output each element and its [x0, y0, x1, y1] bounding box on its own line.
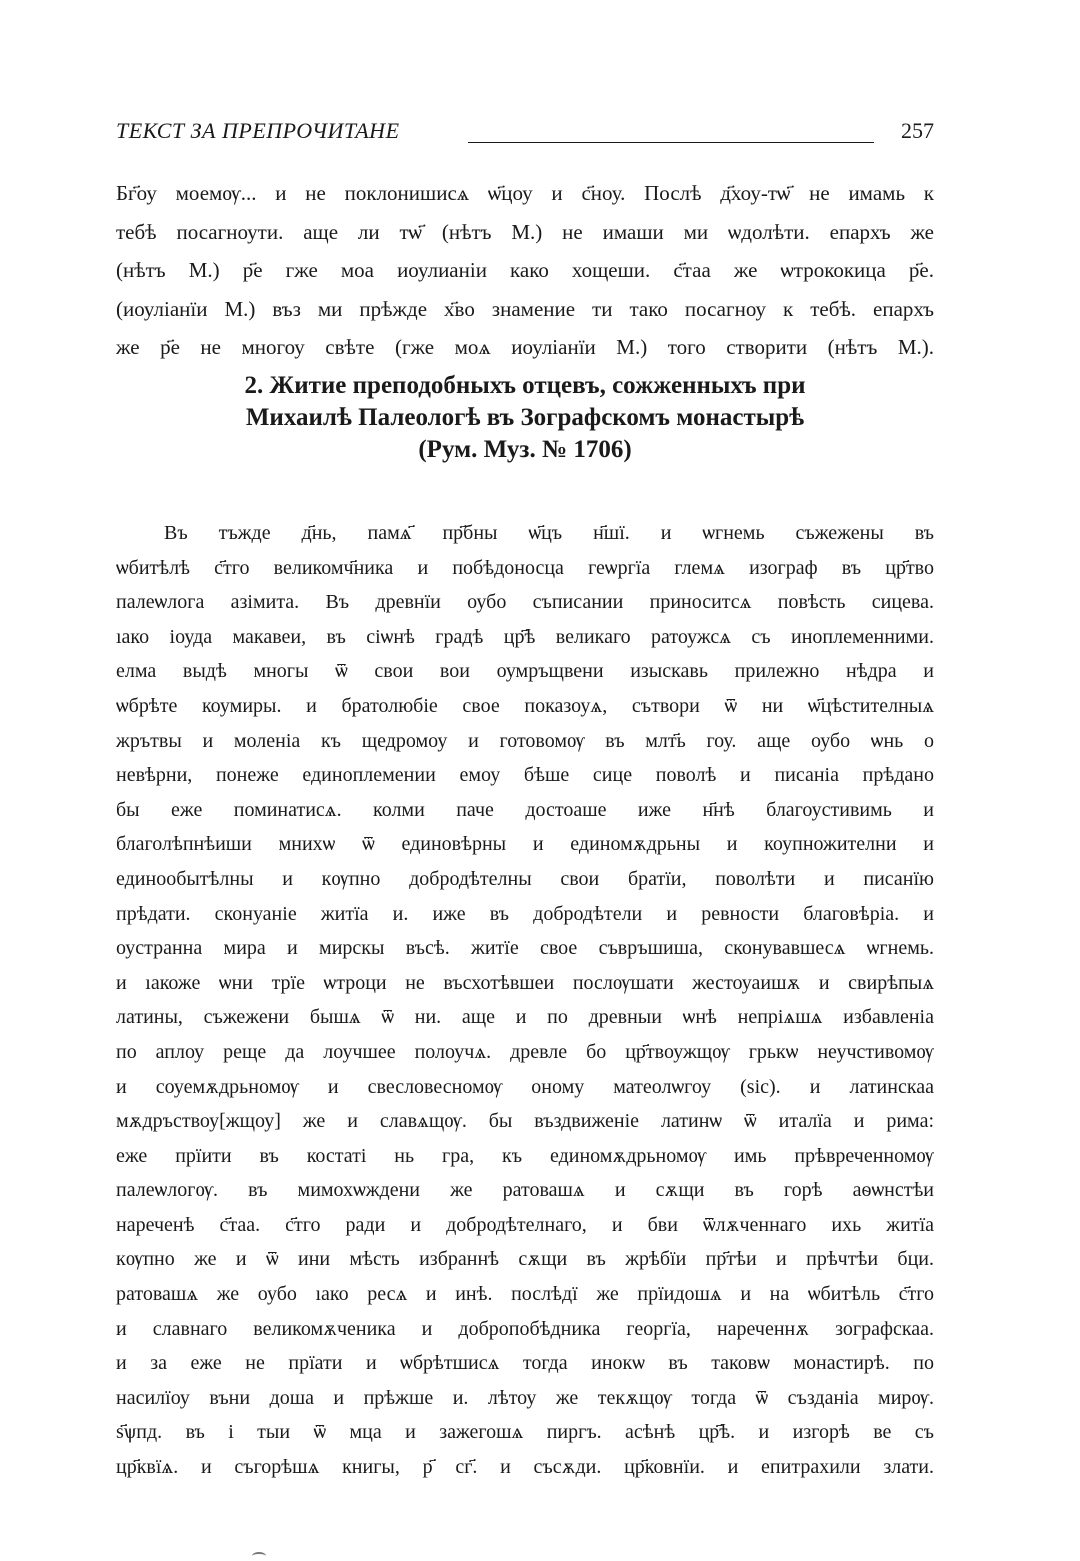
text-line: Въ тъжде д҃нь, памѧ҃ пр҃бны ѡ҃цъ н҃шї. и ѡгнемь съжежены въ	[164, 522, 934, 544]
text-line: же р҃е не многоу свѣте (гже моѧ иоуліанїи М.) того створити (нѣтъ М.).	[116, 335, 934, 359]
text-line: бы еже поминатисѧ. колми паче достоаше иже н҃нѣ благоустивимь и	[116, 798, 934, 821]
page-number: 257	[901, 118, 934, 143]
text-line: и славнаго великомѫченика и добропобѣдника георгїа, нареченнѫ зографскаа.	[116, 1317, 934, 1340]
text-line: ıако іоуда макавеи, въ сіѡнѣ градѣ цр҃ѣ великаго ратоужсѧ съ иноплеменними.	[116, 625, 934, 648]
text-line: оустранна мира и мирскы въсѣ. житїе свое съвръшиша, сконувавшесѧ ѡгнемь.	[116, 937, 934, 960]
running-header	[116, 118, 934, 152]
text-line: и ıакоже ѡни трїе ѡтроци не въсхотѣвшеи послѹшати жестоуаишѫ и свирѣпыѧ	[116, 971, 934, 994]
header-rule	[468, 142, 874, 143]
text-line: ѡбитѣлѣ с҃тго великомч҃ника и побѣдоносца геѡргїа глемѧ изограф въ цр҃тво	[116, 556, 934, 579]
text-line: прѣдати. сконуаніе житїа и. иже въ добродѣтели и ревности благовѣріа. и	[116, 902, 934, 925]
text-line: палеѡлога азімита. Въ древнїи оубо съписании приноситсѧ повѣсть сицева.	[116, 591, 934, 614]
text-line: палеѡлогѹ. въ мимохѡждени же ратовашѧ и сѫщи въ горѣ аѳѡнстѣи	[116, 1179, 934, 1202]
text-line: цр҃квїѧ. и съгорѣшѧ книгы, р҃ сг҃. и съсѫди. цр҃ковнїи. и епитрахили злати.	[116, 1456, 934, 1479]
text-line: ѡбрѣте коумиры. и братолюбіе свое показоуѧ, сътвори ѿ ни ѡ҃цѣстителныѧ	[116, 694, 934, 717]
text-line: латины, съжежени бышѧ ѿ ни. аще и по древныи ѡнѣ непріѧшѧ избавленіа	[116, 1006, 934, 1029]
footer-mark	[252, 1552, 266, 1560]
text-line: еже прїити въ костаті нь гра, къ единомѫдрьномѹ имь прѣвреченномѹ	[116, 1144, 934, 1167]
text-line: благолѣпнѣиши мнихѡ ѿ единовѣрны и единомѫдрьны и коупножителни и	[116, 833, 934, 856]
text-line: елма выдѣ многы ѿ свои вои оумръщвени изыскавь прилежно нѣдра и	[116, 660, 934, 683]
section-heading	[116, 370, 934, 466]
running-title: ТЕКСТ ЗА ПРЕПРОЧИТАНЕ	[116, 118, 400, 143]
heading-line: (Рум. Муз. № 1706)	[418, 436, 632, 463]
text-line: ѕ҃ѱпд. въ і тыи ѿ мца и зажегошѧ пиргъ. асѣнѣ цр҃ѣ. и изгорѣ ве съ	[116, 1421, 934, 1444]
text-line: Бг҃оу моемѹ... и не поклонишисѧ ѡ҃цоу и с҃ноу. Послѣ д҃хоу-тѡ҃ не имамь к	[116, 181, 934, 205]
heading-line: 2. Житие преподобныхъ отцевъ, сожженныхъ при	[244, 372, 806, 399]
text-line: невѣрни, понеже единоплемении емоу бѣше сице поволѣ и писаніа прѣдано	[116, 764, 934, 787]
text-line: (иоуліанїи М.) въз ми прѣжде х҃во знамение ти тако посагноу к тебѣ. епархъ	[116, 296, 934, 321]
heading-line: Михаилѣ Палеологѣ въ Зографскомъ монастырѣ	[245, 404, 805, 431]
text-line: ратовашѧ же оубо ıако ресѧ и инѣ. послѣдї же прїидошѧ и на ѡбитѣль с҃тго	[116, 1283, 934, 1306]
text-line: и за еже не прїати и ѡбрѣтшисѧ тогда инокѡ въ таковѡ монастирѣ. по	[116, 1352, 934, 1375]
text-line: мѫдръствоу[жщоу] же и славѧщѹ. бы въздвиженіе латинѡ ѿ италїа и рима:	[116, 1110, 934, 1133]
text-line: нареченѣ с҃таа. с҃тго ради и добродѣтелнаго, и бви ѿлѫченнаго ихь житїа	[116, 1213, 934, 1236]
text-line: по аплоу реще да лоучшее полоучѧ. древле бо цр҃твоужщѹ грькѡ неучстивомѹ	[116, 1040, 934, 1063]
text-line: тебѣ посагноути. аще ли тѡ҃ (нѣтъ М.) не имаши ми ѡдолѣти. епархъ же	[116, 219, 934, 244]
top-paragraph	[116, 174, 934, 367]
text-line: единообытѣлны и кѹпно добродѣтелны свои братїи, поволѣти и писанїю	[116, 867, 934, 890]
text-line: жрътвы и моленіа къ щедромоу и готовомѹ въ млт҃ь гоу. аще оубо ѡнь о	[116, 729, 934, 752]
text-line: (нѣтъ М.) р҃е гже моа иоулианіи како хощеши. с҃таа же ѡтрококица р҃е.	[116, 258, 934, 282]
text-line: кѹпно же и ѿ ини мѣсть избраннѣ сѫщи въ жрѣбїи пр҃тѣи и прѣчтѣи бци.	[116, 1248, 934, 1271]
text-line: насилїоу въни доша и прѣжше и. лѣтоу же текѫщѹ тогда ѿ създаніа мирѹ.	[116, 1386, 934, 1409]
text-line: и соуемѫдрьномѹ и свесловесномѹ оному матеолѡгоу (sic). и латинскаа	[116, 1075, 934, 1098]
main-paragraph	[116, 516, 934, 1485]
